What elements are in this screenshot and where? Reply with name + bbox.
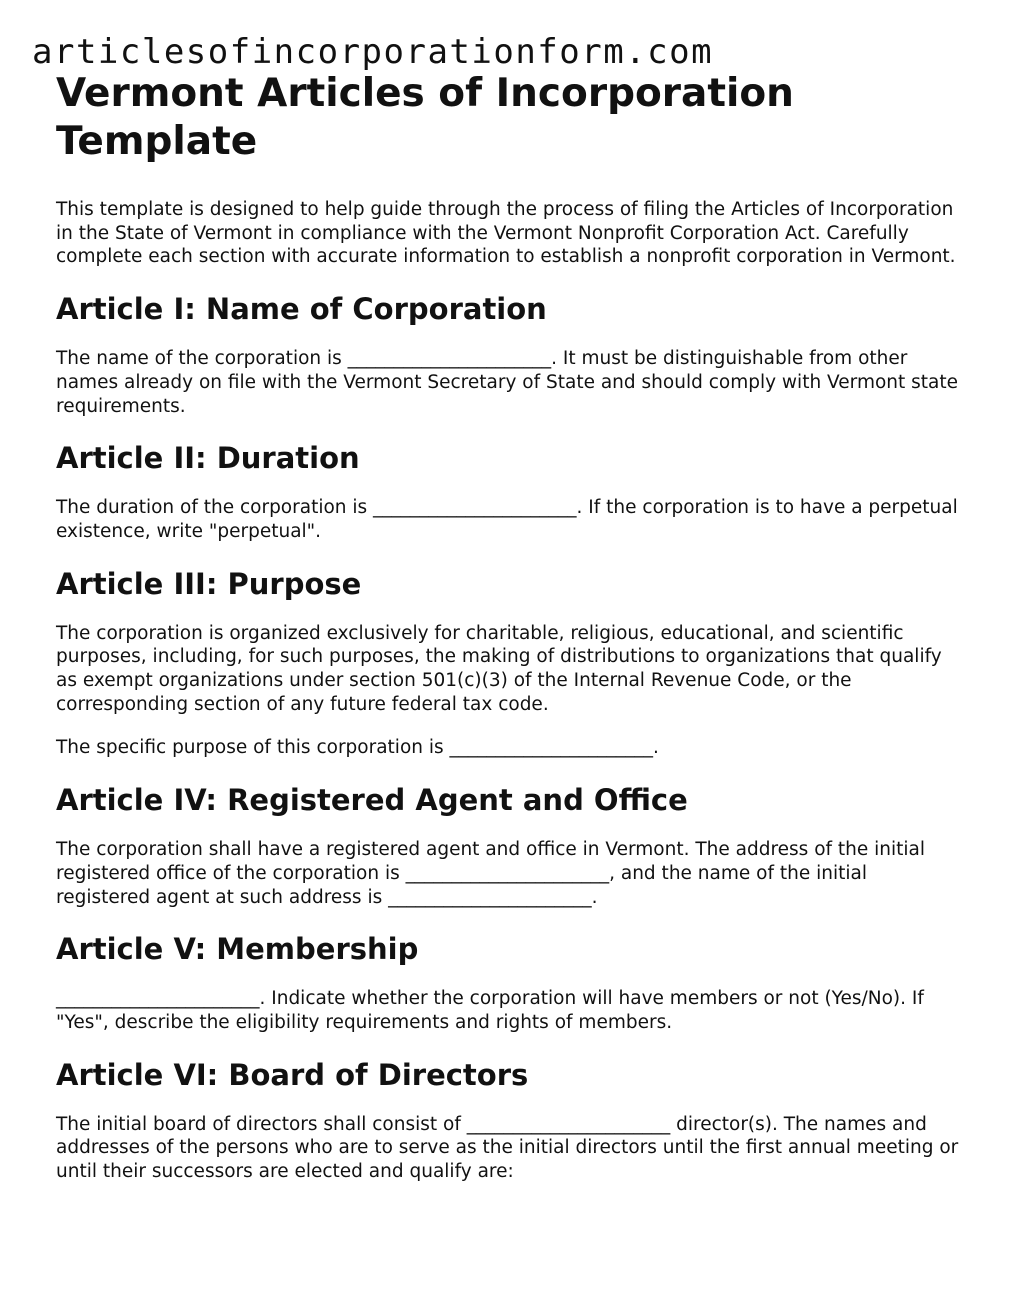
section-paragraph: The specific purpose of this corporation is ______________________.	[56, 737, 659, 759]
section-paragraph: ______________________. Indicate whether the corporation will have members or not (Yes/No). If "Yes", describe the eligibility requirements and rights of members.	[56, 988, 924, 1033]
section-heading: Article III: Purpose	[56, 566, 362, 601]
section-paragraph: The corporation shall have a registered agent and office in Vermont. The address of the initial registered office of the corporation is ______________________, and the name of the initial registered agent at such address is ______________________.	[56, 839, 926, 908]
article-6-board-of-directors	[56, 1057, 961, 1184]
section-heading: Article VI: Board of Directors	[56, 1057, 529, 1092]
intro-paragraph: This template is designed to help guide through the process of filing the Articles of Incorporation in the State of Vermont in compliance with the Vermont Nonprofit Corporation Act. Carefully complete each section with accurate information to establish a nonprofit corporation in Vermont.	[56, 199, 956, 268]
document-body	[56, 70, 961, 1204]
page-title: Vermont Articles of Incorporation Template	[56, 71, 794, 164]
section-paragraph: The corporation is organized exclusively for charitable, religious, educational, and scientific purposes, including, for such purposes, the making of distributions to organizations that qualify as exempt organizations under section 501(c)(3) of the Internal Revenue Code, or the corresponding section of any future federal tax code.	[56, 622, 942, 715]
section-heading: Article II: Duration	[56, 441, 360, 476]
section-paragraph: The name of the corporation is ______________________. It must be distinguishable from other names already on file with the Vermont Secretary of State and should comply with Vermont state requirements.	[56, 348, 959, 417]
section-paragraph: The duration of the corporation is ______________________. If the corporation is to have a perpetual existence, write "perpetual".	[56, 497, 958, 542]
section-heading: Article I: Name of Corporation	[56, 292, 547, 327]
article-5-membership	[56, 931, 961, 1034]
article-1-name	[56, 291, 961, 418]
section-heading: Article V: Membership	[56, 932, 419, 967]
section-heading: Article IV: Registered Agent and Office	[56, 783, 688, 818]
article-3-purpose	[56, 566, 961, 761]
article-4-registered-agent	[56, 782, 961, 909]
section-paragraph: The initial board of directors shall consist of ______________________ director(s). The names and addresses of the persons who are to serve as the initial directors until the first annual meeting or until their successors are elected and qualify are:	[56, 1113, 959, 1183]
article-2-duration	[56, 440, 961, 543]
site-watermark: articlesofincorporationform.com	[32, 32, 714, 72]
